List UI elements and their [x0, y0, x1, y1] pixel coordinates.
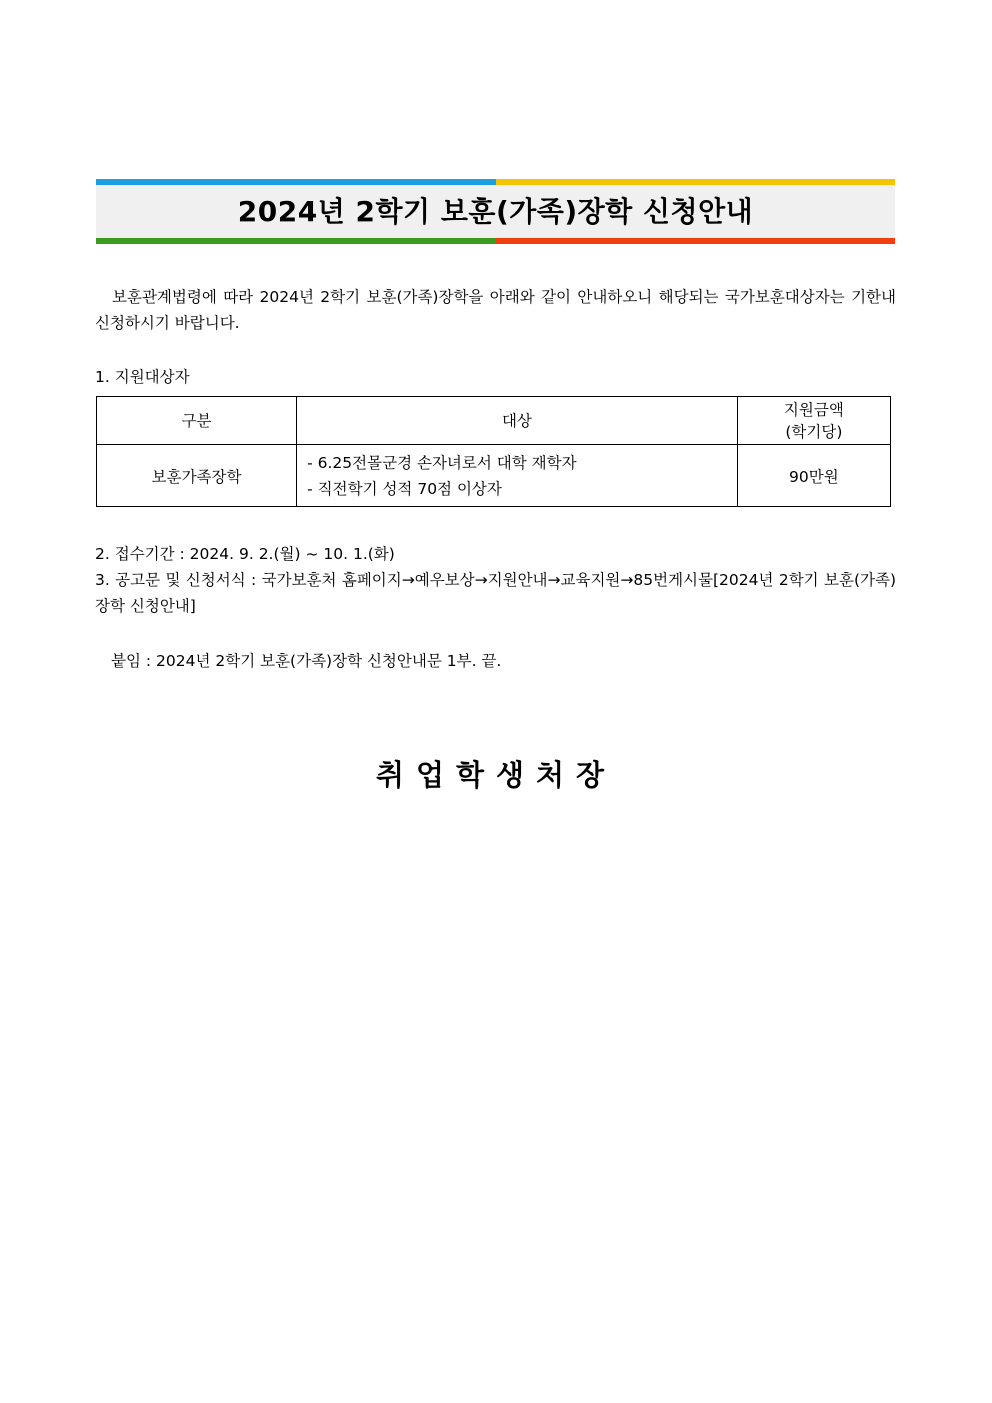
target-item: - 직전학기 성적 70점 이상자 — [307, 479, 502, 498]
section-1-heading: 1. 지원대상자 — [95, 368, 190, 386]
signature: 취업학생처장 — [375, 758, 617, 792]
title-banner — [96, 179, 895, 244]
intro-paragraph: 보훈관계법령에 따라 2024년 2학기 보훈(가족)장학을 아래와 같이 안내하오니 해당되는 국가보훈대상자는 기한내 신청하시기 바랍니다. — [95, 288, 896, 332]
title-bar-bottom-left — [96, 238, 496, 244]
page-title: 2024년 2학기 보훈(가족)장학 신청안내 — [237, 195, 754, 228]
cell-category: 보훈가족장학 — [97, 445, 297, 507]
cell-targets — [297, 445, 738, 507]
header-category: 구분 — [97, 397, 297, 445]
table-header-row — [97, 397, 891, 445]
attachment-note: 붙임 : 2024년 2학기 보훈(가족)장학 신청안내문 1부. 끝. — [111, 652, 502, 670]
header-amount-label: 지원금액 — [783, 400, 844, 419]
title-bar-bottom-right — [496, 238, 895, 244]
header-amount — [737, 397, 890, 445]
header-amount-unit: (학기당) — [785, 422, 843, 441]
section-3-notice: 3. 공고문 및 신청서식 : 국가보훈처 홈페이지→예우보상→지원안내→교육지원→85번게시물[2024년 2학기 보훈(가족)장학 신청안내] — [95, 571, 896, 615]
support-target-table — [96, 396, 891, 507]
header-target: 대상 — [297, 397, 738, 445]
table-row — [97, 445, 891, 507]
section-2-period: 2. 접수기간 : 2024. 9. 2.(월) ~ 10. 1.(화) — [95, 545, 395, 563]
cell-amount: 90만원 — [737, 445, 890, 507]
target-item: - 6.25전몰군경 손자녀로서 대학 재학자 — [307, 453, 577, 472]
